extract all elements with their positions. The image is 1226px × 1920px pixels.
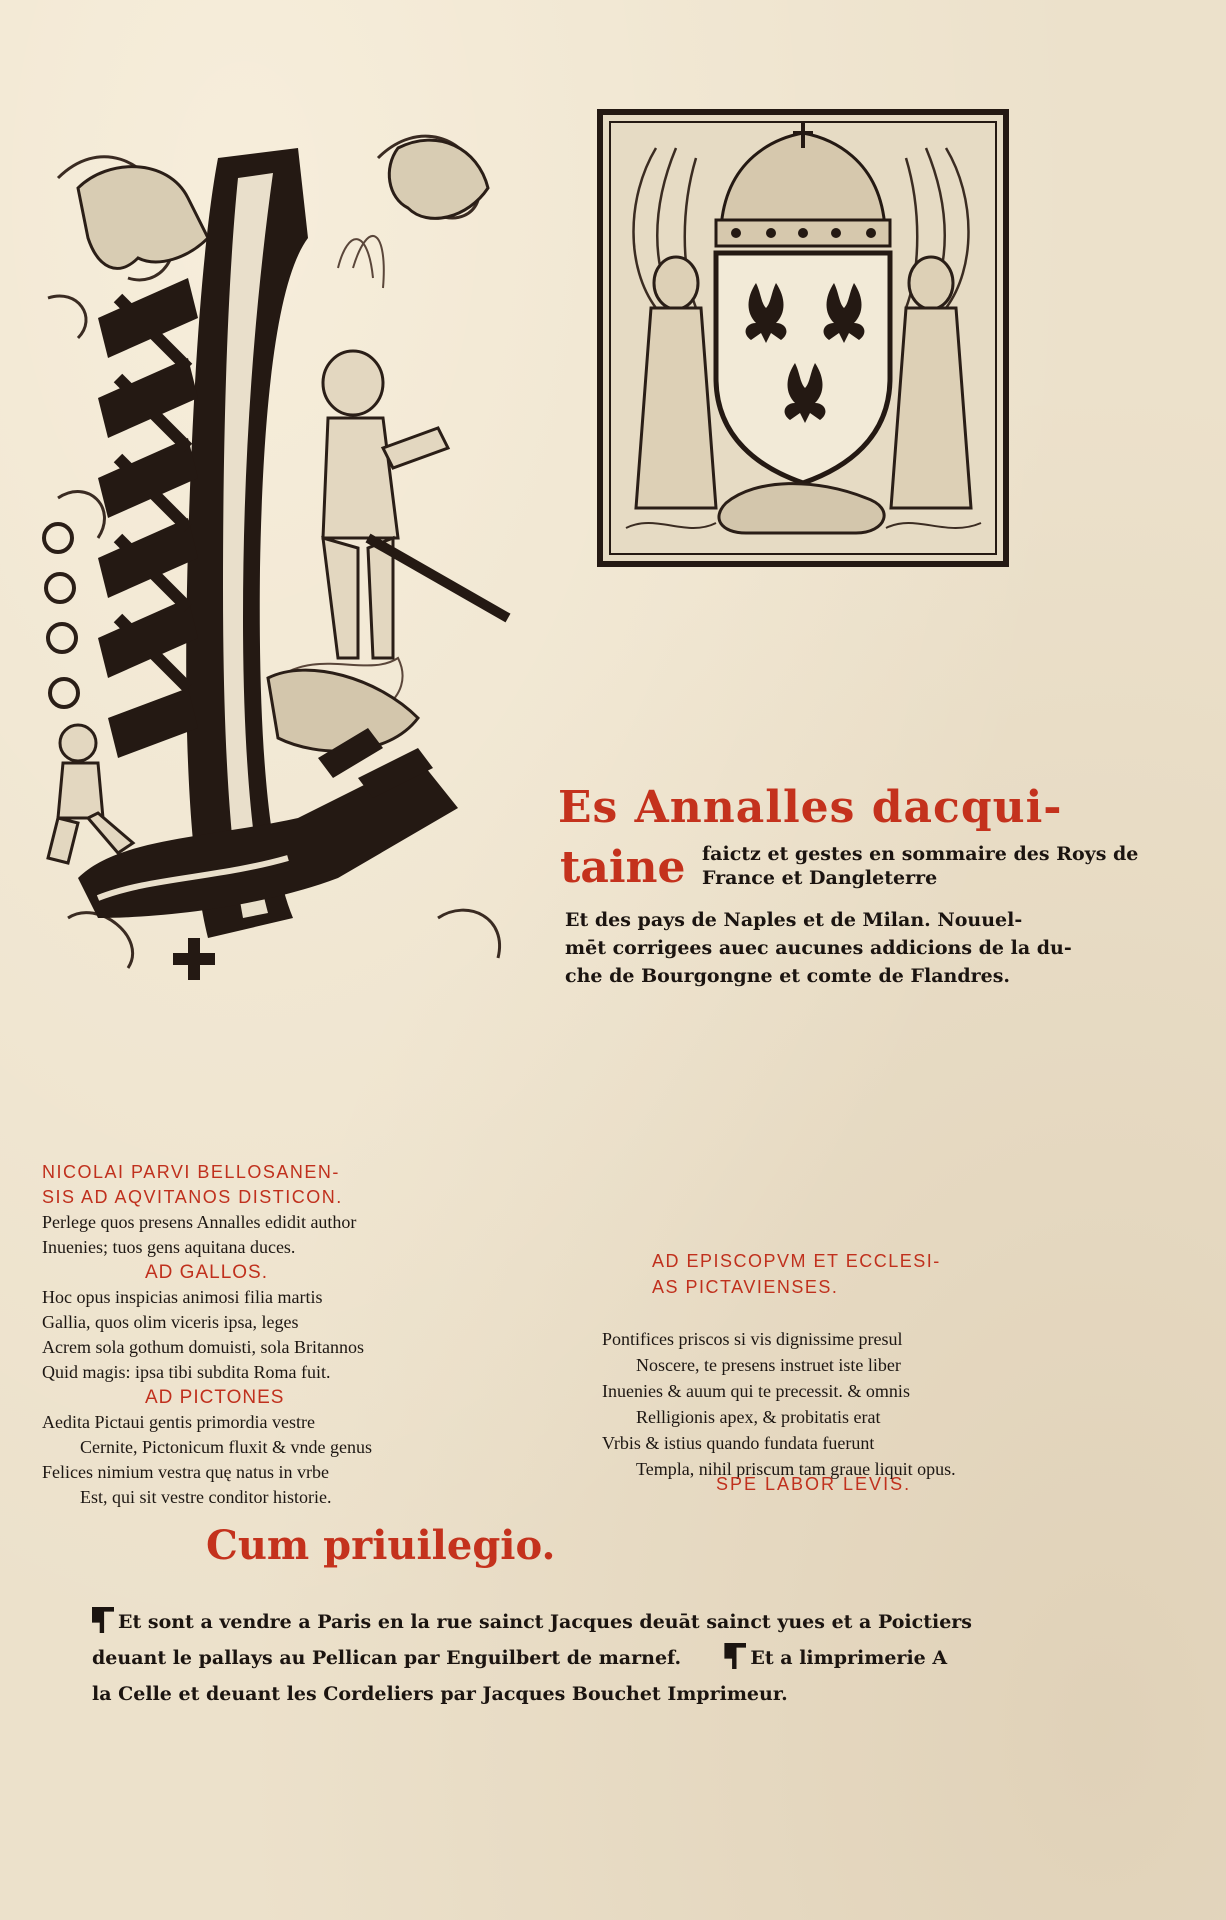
verse-line: Cernite, Pictonicum fluxit & vnde genus xyxy=(80,1437,372,1457)
title-body xyxy=(565,906,1215,990)
verse-line: Acrem sola gothum domuisti, sola Britannos xyxy=(42,1337,364,1357)
verse-line: Quid magis: ipsa tibi subdita Roma fuit. xyxy=(42,1362,331,1382)
pilcrow-icon xyxy=(724,1643,746,1669)
distich-heading: NICOLAI PARVI BELLOSANEN- xyxy=(42,1162,340,1182)
colophon-text: Et sont a vendre a Paris en la rue sainct Jacques deuāt sainct yues et a Poictiers xyxy=(118,1611,972,1633)
privilege-line: Cum priuilegio. xyxy=(206,1522,556,1569)
royal-arms-woodcut xyxy=(596,108,1010,568)
colophon xyxy=(92,1604,1152,1712)
ad-gallos-heading: AD GALLOS. xyxy=(145,1262,268,1283)
right-verse-column xyxy=(602,1248,1122,1482)
colophon-line-2 xyxy=(92,1640,1152,1676)
verse-line: Noscere, te presens instruet iste liber xyxy=(636,1355,901,1375)
title-body-line: che de Bourgongne et comte de Flandres. xyxy=(565,965,1011,987)
verse-line: Inuenies; tuos gens aquitana duces. xyxy=(42,1237,296,1257)
verse-line: Vrbis & istius quando fundata fuerunt xyxy=(602,1433,875,1453)
left-verse-column xyxy=(42,1160,512,1510)
ad-pictones-heading: AD PICTONES xyxy=(145,1387,285,1408)
verse-line: Pontifices priscos si vis dignissime presul xyxy=(602,1329,903,1349)
verse-line: Inuenies & auum qui te precessit. & omnis xyxy=(602,1381,910,1401)
episcopum-heading: AS PICTAVIENSES. xyxy=(652,1277,839,1297)
colophon-text: deuant le pallays au Pellican par Enguilbert de marnef. xyxy=(92,1647,682,1669)
colophon-line-3 xyxy=(92,1676,1152,1712)
pilcrow-icon xyxy=(92,1607,114,1633)
verse-line: Aedita Pictaui gentis primordia vestre xyxy=(42,1412,315,1432)
woodcut-initial-l xyxy=(38,118,570,1003)
motto: SPE LABOR LEVIS. xyxy=(716,1474,912,1494)
title-line-2-word: taine xyxy=(560,842,686,893)
verse-line: Gallia, quos olim viceris ipsa, leges xyxy=(42,1312,299,1332)
title-body-line: Et des pays de Naples et de Milan. Nouuel- xyxy=(565,909,1023,931)
colophon-text: la Celle et deuant les Cordeliers par Jacques Bouchet Imprimeur. xyxy=(92,1683,788,1705)
title-line-1: Es Annalles dacqui- xyxy=(558,782,1063,833)
verse-line: Perlege quos presens Annalles edidit author xyxy=(42,1212,357,1232)
title-body-line: mēt corrigees auec aucunes addicions de la du- xyxy=(565,937,1072,959)
episcopum-heading: AD EPISCOPVM ET ECCLESI- xyxy=(652,1251,941,1271)
distich-heading: SIS AD AQVITANOS DISTICON. xyxy=(42,1187,343,1207)
colophon-line-1 xyxy=(92,1604,1152,1640)
verse-line: Felices nimium vestra quę natus in vrbe xyxy=(42,1462,329,1482)
verse-line: Relligionis apex, & probitatis erat xyxy=(636,1407,881,1427)
title-subtitle: faictz et gestes en sommaire des Roys de France et Dangleterre xyxy=(702,843,1139,889)
colophon-text: Et a limprimerie A xyxy=(750,1647,948,1669)
verse-line: Hoc opus inspicias animosi filia martis xyxy=(42,1287,323,1307)
verse-line: Templa, nihil priscum tam graue liquit opus. xyxy=(636,1459,956,1479)
verse-line: Est, qui sit vestre conditor historie. xyxy=(80,1487,332,1507)
